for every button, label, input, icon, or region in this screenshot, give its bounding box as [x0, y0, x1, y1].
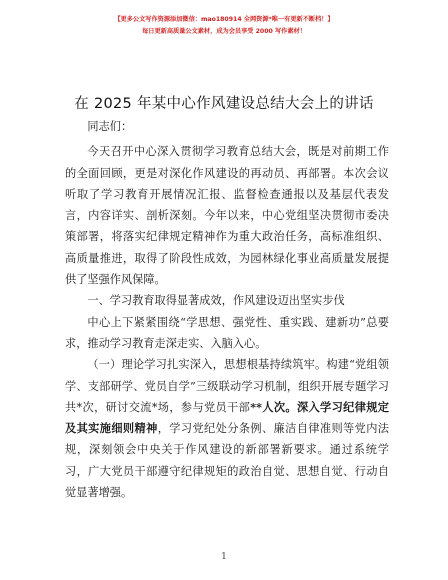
subsection-text-rest: ，学习党纪处分条例、廉洁自律准则等党内法规，深刻领会中央关于作风建设的新部署新要求。通过系统学习，广大党员干部遵守纪律规矩的政治自觉、思想自觉、行动自觉显著增强。: [65, 422, 389, 500]
paragraph-section-1-intro: 中心上下紧紧围绕“学思想、强党性、重实践、建新功”总要求，推动学习教育走深走实、入脑入心。: [65, 315, 389, 350]
subsection-bold-text: **人次。深入学习纪律规定及其实施细则精神: [65, 399, 389, 436]
paragraph-intro: 今天召开中心深入贯彻学习教育总结大会，既是对前期工作的全面回顾，更是对深化作风建设的再动员、再部署。本次会议听取了学习教育开展情况汇报、监督检查通报以及基层代表发言，内容详实、剖析深刻。今年以来，中心党组坚决贯彻市委决策部署，将落实纪律规定精神作为重大政治任务，高标准组织、高质量推进，取得了阶段性成效，为园林绿化事业高质量发展提供了坚强作风保障。: [65, 145, 389, 287]
document-title: 在 2025 年某中心作风建设总结大会上的讲话: [74, 96, 374, 112]
paragraph-subsection-1: [65, 354, 389, 503]
page-number: 1: [221, 552, 227, 562]
document-body: [65, 116, 389, 503]
subsection-text: （一）理论学习扎实深入，思想根基持续筑牢。构建“党组领学、支部研学、党员自学”三级联动学习机制，组织开展专题学习共*次，研讨交流*场，参与党员干部: [65, 358, 389, 414]
promo-banner-line-1: 【更多公文写作资源添加微信：mao180914 全网资源*唯一有更新不断档！】: [114, 16, 334, 23]
promo-banner: [0, 14, 448, 38]
greeting: 同志们：: [87, 120, 133, 133]
section-heading-1: 一、学习教育取得显著成效，作风建设迈出坚实步伐: [87, 294, 345, 308]
promo-banner-line-2: 每日更新高质量公文素材，成为会员享受 2000 写作素材！: [142, 28, 306, 35]
